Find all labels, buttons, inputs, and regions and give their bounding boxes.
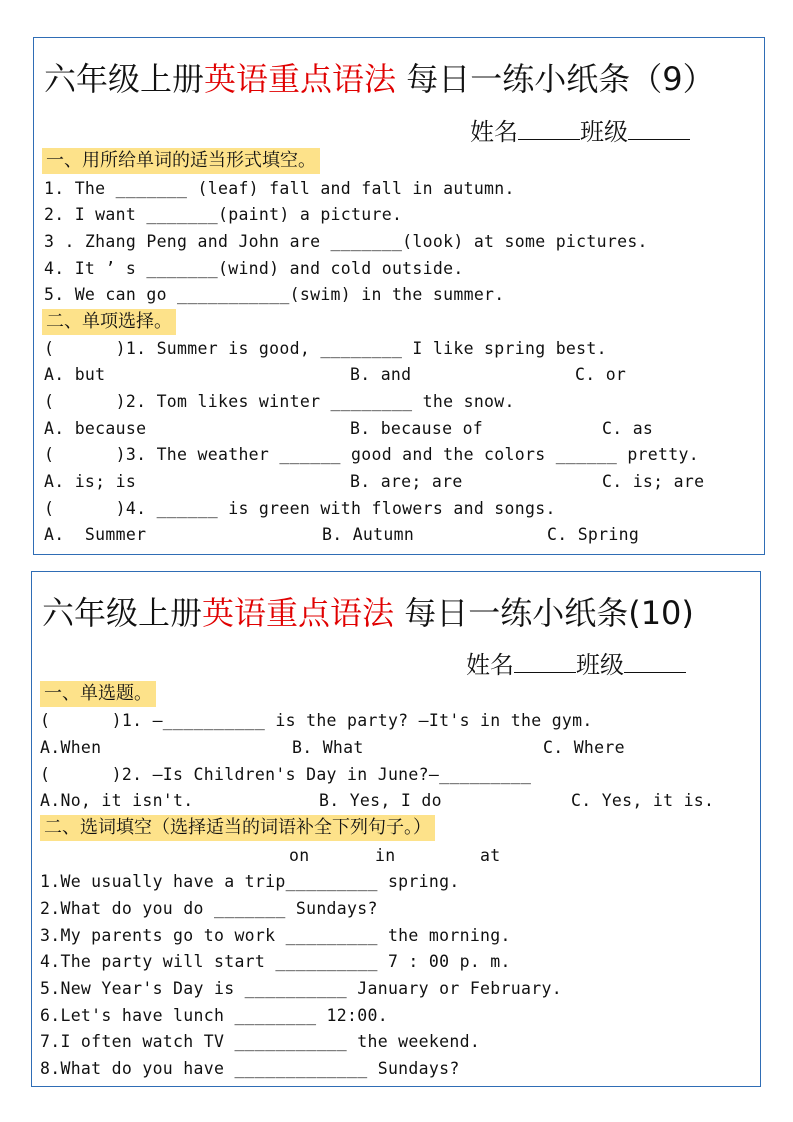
section-heading: 一、用所给单词的适当形式填空。 <box>42 148 320 174</box>
fill-item: 1.We usually have a trip_________ spring. <box>40 872 460 891</box>
class-blank[interactable] <box>628 117 690 140</box>
fill-item: 3 . Zhang Peng and John are _______(look) at some pictures. <box>44 232 648 251</box>
option-b: B. because of <box>350 419 484 438</box>
name-label: 姓名 <box>466 651 514 679</box>
question: ( )3. The weather ______ good and the colors ______ pretty. <box>44 445 699 464</box>
option-a: A. Summer <box>44 525 147 544</box>
card-title <box>44 54 715 100</box>
class-blank[interactable] <box>624 650 686 673</box>
question: ( )2. —Is Children's Day in June?—_________ <box>40 765 532 784</box>
option-c: C. as <box>602 419 654 438</box>
option-a: A. but <box>44 365 106 384</box>
option-b: B. Yes, I do <box>319 791 442 810</box>
title-daily: 每日一练小纸条（9） <box>396 60 715 98</box>
title-subject: 英语重点语法 <box>204 60 397 98</box>
name-blank[interactable] <box>518 117 580 140</box>
title-subject: 英语重点语法 <box>202 594 395 632</box>
option-b: B. are; are <box>350 472 463 491</box>
word-bank-item: at <box>480 846 501 865</box>
question: ( )4. ______ is green with flowers and songs. <box>44 499 556 518</box>
title-grade: 六年级上册 <box>42 594 203 632</box>
name-class-row <box>470 112 690 147</box>
option-b: B. What <box>292 738 364 757</box>
fill-item: 7.I often watch TV ___________ the weekend. <box>40 1032 481 1051</box>
worksheet-card-9 <box>33 37 765 555</box>
option-c: C. or <box>575 365 627 384</box>
word-bank-item: on <box>289 846 310 865</box>
fill-item: 2. I want _______(paint) a picture. <box>44 205 403 224</box>
name-label: 姓名 <box>470 118 518 146</box>
fill-item: 8.What do you have _____________ Sundays? <box>40 1059 460 1078</box>
option-a: A. because <box>44 419 147 438</box>
card-title <box>42 588 694 634</box>
section-heading: 二、单项选择。 <box>42 309 176 335</box>
word-bank-item: in <box>375 846 396 865</box>
option-a: A. is; is <box>44 472 137 491</box>
fill-item: 1. The _______ (leaf) fall and fall in autumn. <box>44 179 515 198</box>
option-c: C. Spring <box>547 525 640 544</box>
name-blank[interactable] <box>514 650 576 673</box>
section-heading: 一、单选题。 <box>40 681 156 707</box>
class-label: 班级 <box>580 118 628 146</box>
option-c: C. Where <box>543 738 625 757</box>
option-c: C. is; are <box>602 472 705 491</box>
fill-item: 2.What do you do _______ Sundays? <box>40 899 378 918</box>
option-a: A.When <box>40 738 102 757</box>
fill-item: 3.My parents go to work _________ the morning. <box>40 926 511 945</box>
question: ( )2. Tom likes winter ________ the snow. <box>44 392 515 411</box>
fill-item: 4. It ’ s _______(wind) and cold outside. <box>44 259 464 278</box>
option-b: B. and <box>350 365 412 384</box>
question: ( )1. Summer is good, ________ I like spring best. <box>44 339 607 358</box>
section-heading: 二、选词填空（选择适当的词语补全下列句子。） <box>40 815 435 841</box>
name-class-row <box>466 645 686 680</box>
fill-item: 4.The party will start __________ 7 : 00 p. m. <box>40 952 511 971</box>
fill-item: 6.Let's have lunch ________ 12:00. <box>40 1006 388 1025</box>
fill-item: 5.New Year's Day is __________ January or February. <box>40 979 562 998</box>
option-b: B. Autumn <box>322 525 415 544</box>
question: ( )1. —__________ is the party? —It's in the gym. <box>40 711 593 730</box>
option-c: C. Yes, it is. <box>571 791 715 810</box>
title-daily: 每日一练小纸条(10) <box>394 594 694 632</box>
option-a: A.No, it isn't. <box>40 791 194 810</box>
title-grade: 六年级上册 <box>44 60 205 98</box>
class-label: 班级 <box>576 651 624 679</box>
fill-item: 5. We can go ___________(swim) in the summer. <box>44 285 505 304</box>
worksheet-card-10 <box>31 571 761 1087</box>
